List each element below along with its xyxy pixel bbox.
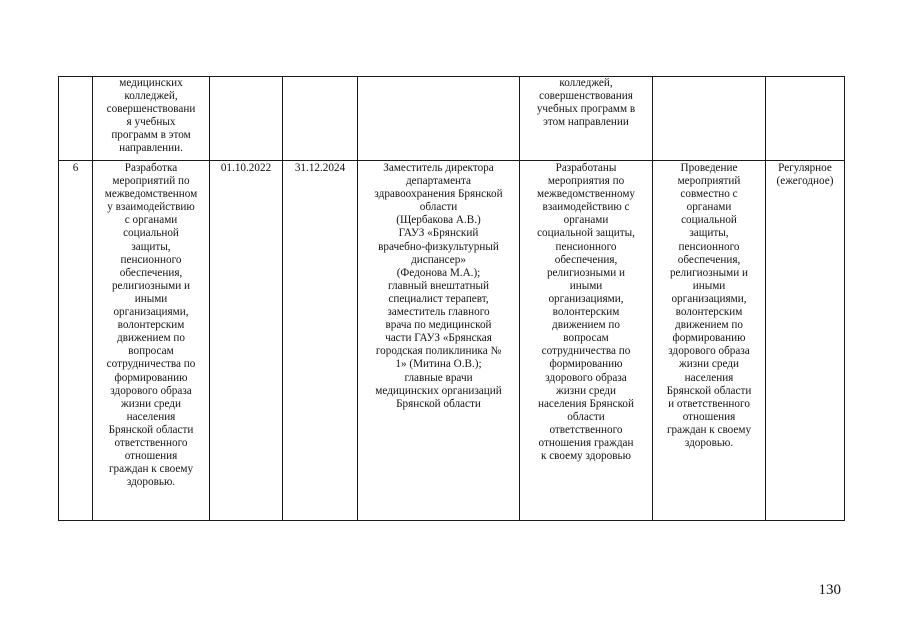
cell-indicator: Проведение мероприятий совместно с органами социальной защиты, пенсионного обеспечения, религиозными и иными организациями, волонтерским движением по формированию здорового образа жизни среди населения Брянской области и ответственного отношения граждан к своему здоровью. bbox=[653, 161, 766, 521]
cell-responsible bbox=[358, 77, 520, 161]
cell-activity-name: Разработка мероприятий по межведомственном у взаимодействию с органами социальной защиты, пенсионного обеспечения, религиозными и иными организациями, волонтерским движением по вопросам сотрудничества по формированию здорового образа жизни среди населения Брянской области ответственного отношения граждан к своему здоровью. bbox=[93, 161, 210, 521]
cell-responsible: Заместитель директора департамента здравоохранения Брянской области (Щербакова А.В.) ГАУЗ «Брянский врачебно-физкультурный диспансер» (Федонова М.А.); главный внештатный специалист терапевт, заместитель главного врача по медицинской части ГАУЗ «Брянская городская поликлиника № 1» (Митина О.В.); главные врачи медицинских организаций Брянской области bbox=[358, 161, 520, 521]
table-row bbox=[59, 77, 845, 161]
cell-end-date bbox=[283, 77, 358, 161]
cell-expected-result: Разработаны мероприятия по межведомственному взаимодействию с органами социальной защиты, пенсионного обеспечения, религиозными и иными организациями, волонтерским движением по вопросам сотрудничества по формированию здорового образа жизни среди населения Брянской области ответственного отношения граждан к своему здоровью bbox=[520, 161, 653, 521]
cell-start-date: 01.10.2022 bbox=[210, 161, 283, 521]
cell-frequency: Регулярное (ежегодное) bbox=[766, 161, 845, 521]
cell-expected-result: колледжей, совершенствования учебных программ в этом направлении bbox=[520, 77, 653, 161]
table-row bbox=[59, 161, 845, 521]
cell-number bbox=[59, 77, 93, 161]
cell-start-date bbox=[210, 77, 283, 161]
cell-activity-name: медицинских колледжей, совершенствовани я учебных программ в этом направлении. bbox=[93, 77, 210, 161]
cell-number: 6 bbox=[59, 161, 93, 521]
plan-table bbox=[58, 76, 845, 521]
cell-end-date: 31.12.2024 bbox=[283, 161, 358, 521]
cell-indicator bbox=[653, 77, 766, 161]
cell-frequency bbox=[766, 77, 845, 161]
page-number: 130 bbox=[818, 582, 841, 598]
